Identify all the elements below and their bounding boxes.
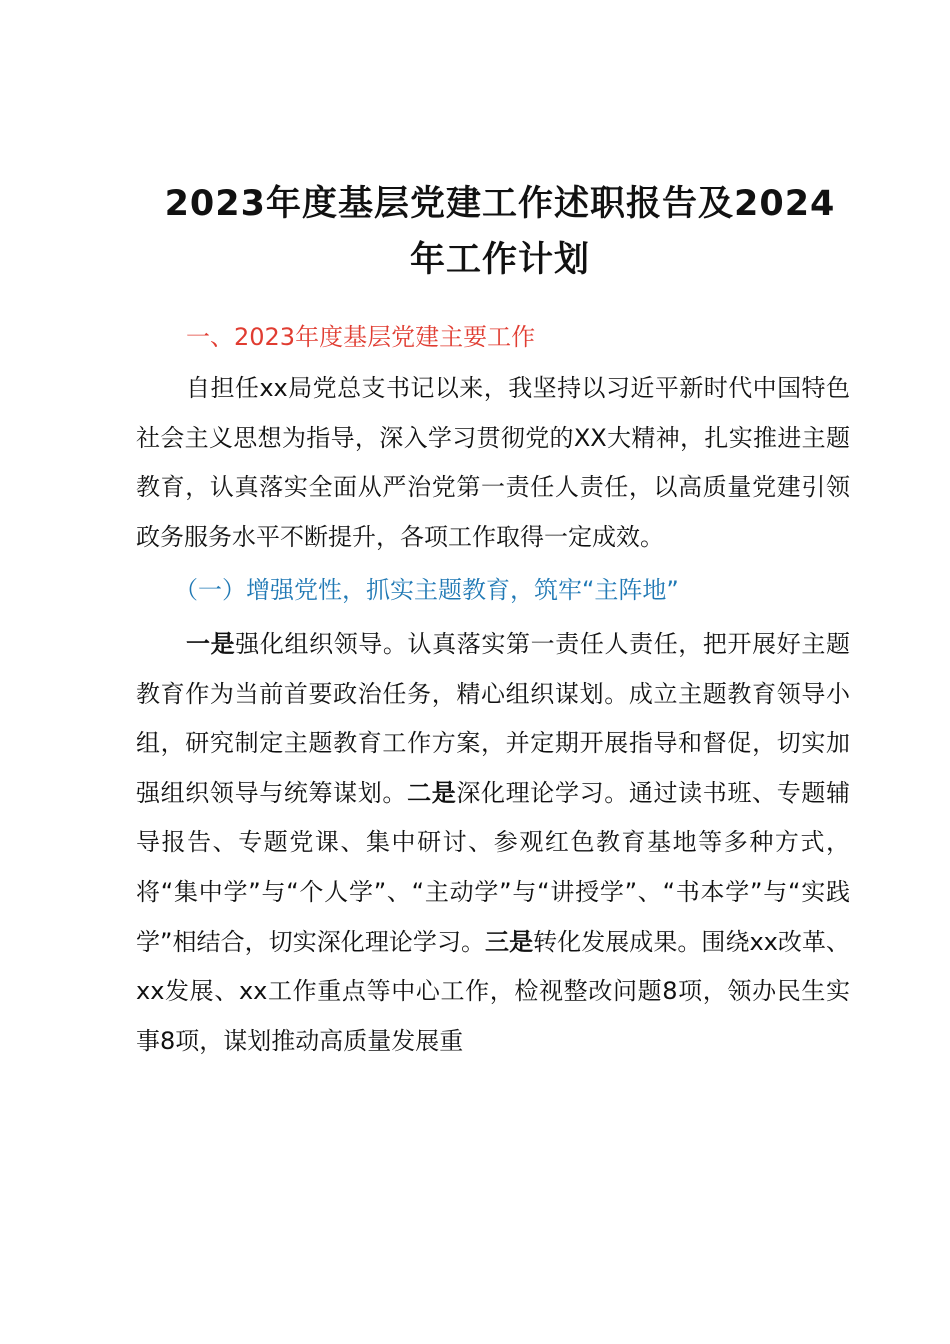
title-line-2: 年工作计划	[409, 240, 590, 280]
lead-term-3: 三是	[485, 927, 534, 956]
body-paragraph	[136, 620, 850, 1066]
lead-term-2: 二是	[407, 778, 457, 807]
paragraph-text-1: 强化组织领导。认真落实第一责任人责任，把开展好主题教育作为当前首要政治任务，精心组织谋划。成立主题教育领导小组，研究制定主题教育工作方案，并定期开展指导和督促，切实加强组织领导与统筹谋划。	[136, 629, 851, 807]
paragraph-text-2: 深化理论学习。通过读书班、专题辅导报告、专题党课、集中研讨、参观红色教育基地等多种方式，将“集中学”与“个人学”、“主动学”与“讲授学”、“书本学”与“实践学”相结合，切实深化理论学习。	[136, 778, 851, 956]
lead-term-1: 一是	[186, 629, 236, 658]
subsection-heading: （一）增强党性，抓实主题教育，筑牢“主阵地”	[174, 576, 679, 605]
intro-paragraph: 自担任xx局党总支书记以来，我坚持以习近平新时代中国特色社会主义思想为指导，深入学习贯彻党的XX大精神，扎实推进主题教育，认真落实全面从严治党第一责任人责任，以高质量党建引领政务服务水平不断提升，各项工作取得一定成效。	[136, 374, 850, 551]
title-line-1: 2023年度基层党建工作述职报告及2024	[164, 184, 836, 224]
paragraph-text-3: 转化发展成果。围绕xx改革、xx发展、xx工作重点等中心工作，检视整改问题8项，领办民生实事8项，谋划推动高质量发展重	[136, 927, 851, 1055]
section-heading: 一、2023年度基层党建主要工作	[186, 323, 536, 351]
document-title	[130, 176, 870, 288]
